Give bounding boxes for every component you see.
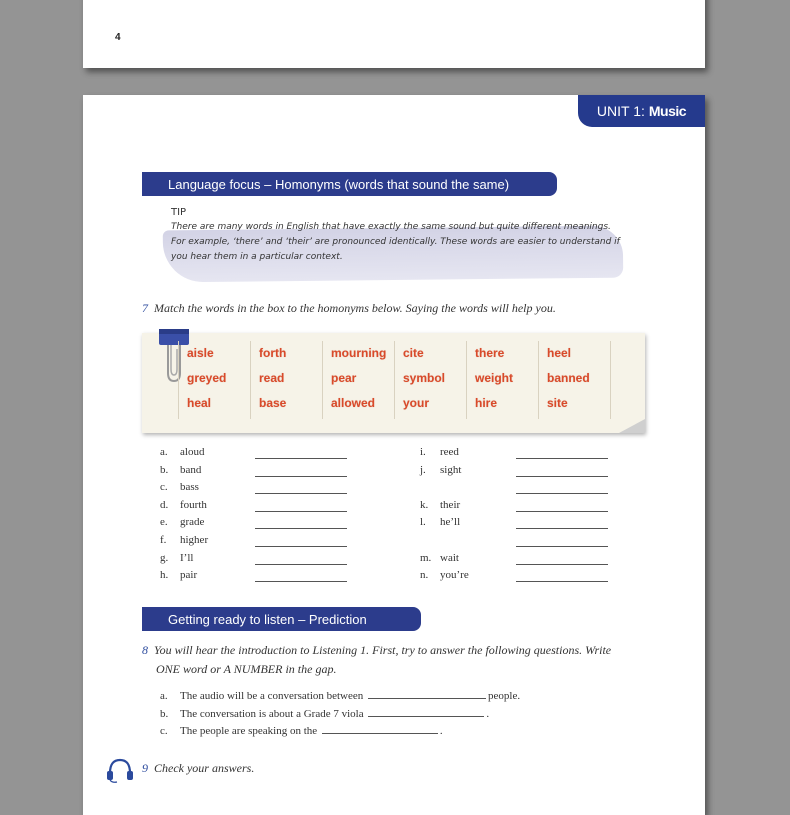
word-column xyxy=(466,341,536,419)
item-text: The audio will be a conversation between xyxy=(180,690,364,702)
homonym-item xyxy=(160,464,201,476)
prediction-item xyxy=(160,706,520,724)
question-number: 7 xyxy=(142,301,148,315)
answer-blank[interactable] xyxy=(322,733,438,734)
item-letter: c. xyxy=(160,725,168,737)
word-option: pear xyxy=(331,371,357,385)
homonym-item xyxy=(420,446,459,458)
prediction-list xyxy=(160,688,520,741)
word-option: hire xyxy=(475,396,498,410)
homonym-word: wait xyxy=(440,551,459,564)
item-letter: c. xyxy=(160,481,168,494)
homonym-item xyxy=(420,569,469,581)
word-option: banned xyxy=(547,371,590,385)
answer-line[interactable] xyxy=(255,458,347,459)
homonym-item xyxy=(420,516,460,528)
answer-line[interactable] xyxy=(255,476,347,477)
item-letter: n. xyxy=(420,569,429,582)
answer-line[interactable] xyxy=(516,546,608,547)
section-heading-text: Language focus – Homonyms (words that sound the same) xyxy=(168,176,510,192)
word-option: mourning xyxy=(331,346,387,360)
current-page xyxy=(83,95,705,815)
answer-line[interactable] xyxy=(255,511,347,512)
item-letter: k. xyxy=(420,498,429,511)
word-option: there xyxy=(475,346,505,360)
tip-box xyxy=(171,207,621,265)
word-column xyxy=(538,341,608,419)
question-number: 8 xyxy=(142,643,148,657)
homonym-item xyxy=(160,569,197,581)
homonym-item xyxy=(160,516,204,528)
question-number: 9 xyxy=(142,761,148,775)
tip-line: For example, ‘there’ and ‘their’ are pronounced identically. These words are easier to understand if xyxy=(171,237,620,247)
item-letter: m. xyxy=(420,551,432,564)
homonym-word: pair xyxy=(180,569,198,582)
item-text: The people are speaking on the xyxy=(180,725,318,737)
item-letter: b. xyxy=(160,707,169,720)
word-column-divider xyxy=(610,341,620,419)
homonym-word: bass xyxy=(180,481,199,494)
item-letter: e. xyxy=(160,516,168,529)
word-column xyxy=(178,341,248,419)
homonym-item xyxy=(420,464,461,476)
answer-line[interactable] xyxy=(516,458,608,459)
homonym-word: you’re xyxy=(440,569,469,582)
headphones-icon xyxy=(106,757,134,783)
word-column xyxy=(322,341,392,419)
answer-line[interactable] xyxy=(255,581,347,582)
word-column xyxy=(250,341,320,419)
word-option: allowed xyxy=(331,396,376,410)
section-heading-language-focus xyxy=(142,172,557,196)
word-option: forth xyxy=(259,346,287,360)
answer-line[interactable] xyxy=(516,493,608,494)
item-text-after: people. xyxy=(488,690,521,702)
homonym-word: I’ll xyxy=(180,551,194,564)
homonym-item xyxy=(420,499,460,511)
word-option: greyed xyxy=(187,371,227,385)
item-text-after: . xyxy=(439,725,443,737)
item-letter: a. xyxy=(160,690,168,702)
word-option: heal xyxy=(187,396,212,410)
answer-line[interactable] xyxy=(516,564,608,565)
word-option: base xyxy=(259,396,287,410)
item-letter: g. xyxy=(160,551,169,564)
homonym-word: he’ll xyxy=(440,516,461,529)
question-text-line2: ONE word or A NUMBER in the gap. xyxy=(156,662,337,676)
section-heading-text: Getting ready to listen – Prediction xyxy=(168,611,367,627)
tip-line: There are many words in English that have exactly the same sound but quite different meanings. xyxy=(171,222,611,232)
homonym-word: reed xyxy=(440,446,459,458)
word-option: weight xyxy=(475,371,513,385)
word-option: cite xyxy=(403,346,424,360)
answer-line[interactable] xyxy=(516,581,608,582)
unit-tab-prefix: UNIT 1: xyxy=(596,103,645,119)
previous-page xyxy=(83,0,705,68)
homonym-word: higher xyxy=(180,534,209,546)
answer-line[interactable] xyxy=(255,546,347,547)
homonym-word: band xyxy=(180,463,202,476)
homonym-item xyxy=(160,446,204,458)
item-text: The conversation is about a Grade 7 viola xyxy=(180,707,364,720)
unit-tab-title: Music xyxy=(648,103,687,119)
answer-line[interactable] xyxy=(255,528,347,529)
item-letter: f. xyxy=(160,534,167,546)
section-heading-prediction xyxy=(142,607,421,631)
item-letter: l. xyxy=(420,516,426,529)
page-curl xyxy=(619,419,645,433)
word-option: read xyxy=(259,371,285,385)
question-text: You will hear the introduction to Listening 1. First, try to answer the following questions. Write xyxy=(154,643,612,657)
question-9 xyxy=(142,759,254,778)
homonym-item xyxy=(160,499,207,511)
answer-line[interactable] xyxy=(516,528,608,529)
question-text: Check your answers. xyxy=(154,761,255,775)
word-option: aisle xyxy=(187,346,214,360)
homonym-item xyxy=(160,552,193,564)
word-box xyxy=(142,333,645,433)
tip-title: TIP xyxy=(171,207,187,218)
homonym-word: grade xyxy=(180,516,205,529)
prediction-item xyxy=(160,723,520,741)
question-8 xyxy=(142,641,662,679)
question-text: Match the words in the box to the homonyms below. Saying the words will help you. xyxy=(154,301,556,315)
question-7 xyxy=(142,299,556,318)
answer-blank[interactable] xyxy=(368,716,484,717)
answer-line[interactable] xyxy=(255,493,347,494)
homonym-item xyxy=(420,552,459,564)
answer-line[interactable] xyxy=(516,511,608,512)
homonym-word: sight xyxy=(440,463,462,476)
homonym-word: aloud xyxy=(180,446,205,458)
answer-line[interactable] xyxy=(255,564,347,565)
word-option: symbol xyxy=(403,371,446,385)
answer-line[interactable] xyxy=(516,476,608,477)
item-text-after: . xyxy=(486,707,490,720)
homonym-item xyxy=(160,534,208,546)
word-column xyxy=(394,341,464,419)
answer-blank[interactable] xyxy=(368,698,486,699)
item-letter: a. xyxy=(160,446,168,458)
homonym-item xyxy=(160,481,199,493)
item-letter: b. xyxy=(160,463,169,476)
word-option: heel xyxy=(547,346,572,360)
item-letter: d. xyxy=(160,498,169,511)
word-option: your xyxy=(403,396,430,410)
tip-line: you hear them in a particular context. xyxy=(171,252,343,262)
prediction-item xyxy=(160,688,520,706)
item-letter: i. xyxy=(420,446,426,458)
homonym-word: their xyxy=(440,498,461,511)
homonym-word: fourth xyxy=(180,498,207,511)
unit-tab xyxy=(578,95,705,127)
item-letter: h. xyxy=(160,569,169,582)
item-letter: j. xyxy=(420,463,426,476)
word-option: site xyxy=(547,396,568,410)
page-number: 4 xyxy=(115,32,121,43)
